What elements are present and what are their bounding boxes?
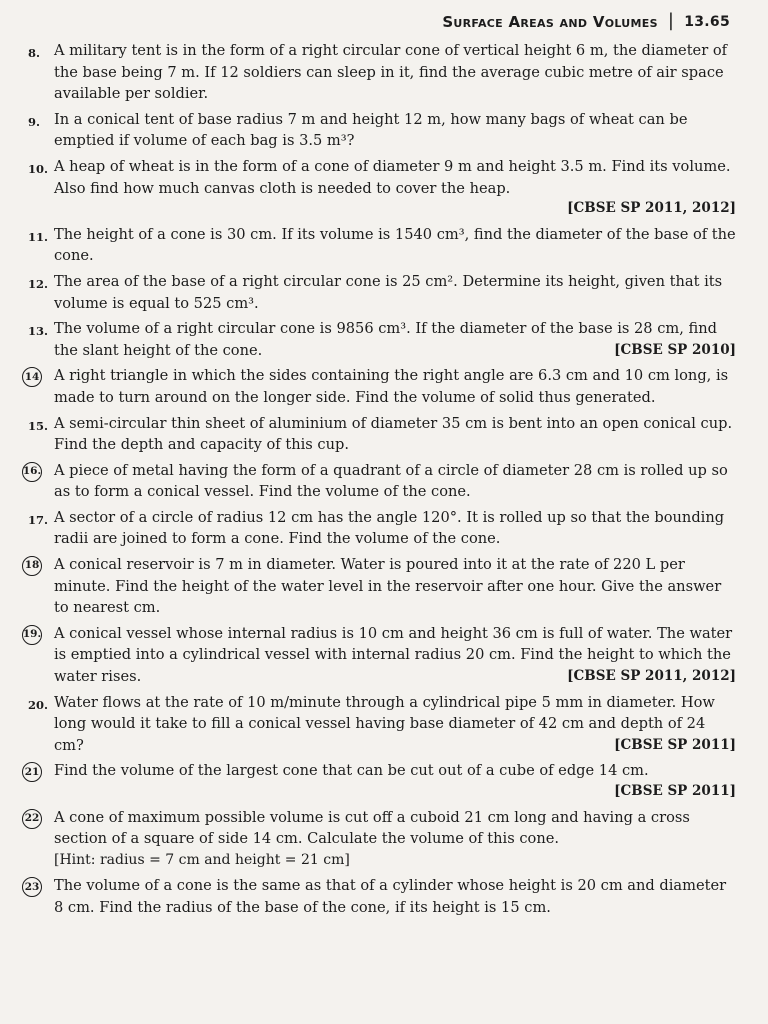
question-item [22, 109, 736, 152]
question-item [22, 271, 736, 314]
question-number: 9. [28, 114, 41, 129]
exam-citation: [CBSE SP 2011, 2012] [567, 668, 736, 685]
question-text: The volume of a cone is the same as that of a cylinder whose height is 20 cm and diameter 8 cm. Find the radius of the base of the cone, if its height is 15 cm. [54, 877, 727, 916]
question-number: 17. [28, 512, 49, 527]
question-text: A conical vessel whose internal radius is 10 cm and height 36 cm is full of water. The water is emptied into a cylindrical vessel with internal radius 20 cm. Find the height to which the water rises. [54, 624, 733, 686]
question-text: A heap of wheat is in the form of a cone of diameter 9 m and height 3.5 m. Find its volume. Also find how much canvas cloth is needed to cover the heap. [54, 157, 731, 197]
question-item [22, 807, 736, 872]
circled-question-number: 19. [22, 625, 42, 645]
circled-question-number: 22 [22, 809, 42, 829]
question-number: 11. [28, 229, 49, 244]
question-item [22, 875, 736, 918]
question-text: The volume of a right circular cone is 9856 cm³. If the diameter of the base is 28 cm, find the slant height of the cone. [54, 320, 717, 359]
question-number: 8. [28, 46, 41, 60]
question-number: 13. [28, 324, 49, 339]
header-separator: | [667, 10, 675, 31]
question-text: A semi-circular thin sheet of aluminium of diameter 35 cm is bent into an open conical cup. Find the depth and capacity of this cup. [54, 414, 733, 454]
question-item [22, 413, 736, 456]
circled-question-number: 23 [22, 877, 42, 897]
question-number: 15. [28, 418, 49, 433]
question-text: A conical reservoir is 7 m in diameter. Water is poured into it at the rate of 220 L per minute. Find the height of the water level in the reservoir after one hour. Give the answer to nearest cm. [54, 556, 722, 617]
exam-citation: [CBSE SP 2011] [614, 736, 736, 753]
question-text: A military tent is in the form of a right circular cone of vertical height 6 m, the diameter of the base being 7 m. If 12 soldiers can sleep in it, find the average cubic metre of air space available per soldier. [54, 42, 728, 103]
question-item [22, 623, 736, 688]
circled-question-number: 14 [22, 367, 42, 387]
circled-question-number: 18 [22, 556, 42, 576]
question-text: Water flows at the rate of 10 m/minute through a cylindrical pipe 5 mm in diameter. How long would it take to fill a conical vessel having base diameter of 42 cm and depth of 24 cm? [54, 693, 715, 754]
running-header [442, 12, 730, 31]
question-text: Find the volume of the largest cone that can be cut out of a cube of edge 14 cm. [54, 762, 649, 780]
question-item [22, 224, 736, 267]
question-hint: [Hint: radius = 7 cm and height = 21 cm] [54, 851, 350, 868]
question-item [22, 692, 736, 757]
exam-citation: [CBSE SP 2011, 2012] [567, 200, 736, 217]
question-text: A sector of a circle of radius 12 cm has the angle 120°. It is rolled up so that the bounding radii are joined to form a cone. Find the volume of the cone. [54, 508, 725, 548]
question-text: The area of the base of a right circular cone is 25 cm². Determine its height, given that its volume is equal to 525 cm³. [54, 272, 723, 312]
question-item [22, 507, 736, 550]
question-number: 10. [28, 161, 49, 176]
page-number: 13.65 [684, 13, 730, 30]
exam-citation: [CBSE SP 2010] [614, 341, 736, 358]
question-item [22, 40, 736, 105]
question-number: 20. [28, 697, 49, 712]
question-list [22, 40, 736, 923]
question-item [22, 460, 736, 503]
exam-citation: [CBSE SP 2011] [614, 783, 736, 799]
question-item [22, 365, 736, 408]
question-number: 12. [28, 276, 49, 291]
question-text: A cone of maximum possible volume is cut off a cuboid 21 cm long and having a cross section of a square of side 14 cm. Calculate the volume of this cone. [54, 808, 690, 848]
question-text: In a conical tent of base radius 7 m and height 12 m, how many bags of wheat can be emptied if volume of each bag is 3.5 m³? [54, 110, 688, 150]
question-text: A piece of metal having the form of a quadrant of a circle of diameter 28 cm is rolled up so as to form a conical vessel. Find the volume of the cone. [54, 461, 728, 501]
circled-question-number: 21 [22, 762, 42, 782]
section-title: Surface Areas and Volumes [442, 12, 658, 31]
question-text: The height of a cone is 30 cm. If its volume is 1540 cm³, find the diameter of the base of the cone. [54, 225, 736, 265]
question-text: A right triangle in which the sides containing the right angle are 6.3 cm and 10 cm long, is made to turn around on the longer side. Find the volume of solid thus generated. [54, 367, 729, 406]
question-item [22, 318, 736, 361]
question-item [22, 554, 736, 619]
circled-question-number: 16. [22, 462, 42, 482]
question-item [22, 760, 736, 802]
question-item [22, 156, 736, 220]
